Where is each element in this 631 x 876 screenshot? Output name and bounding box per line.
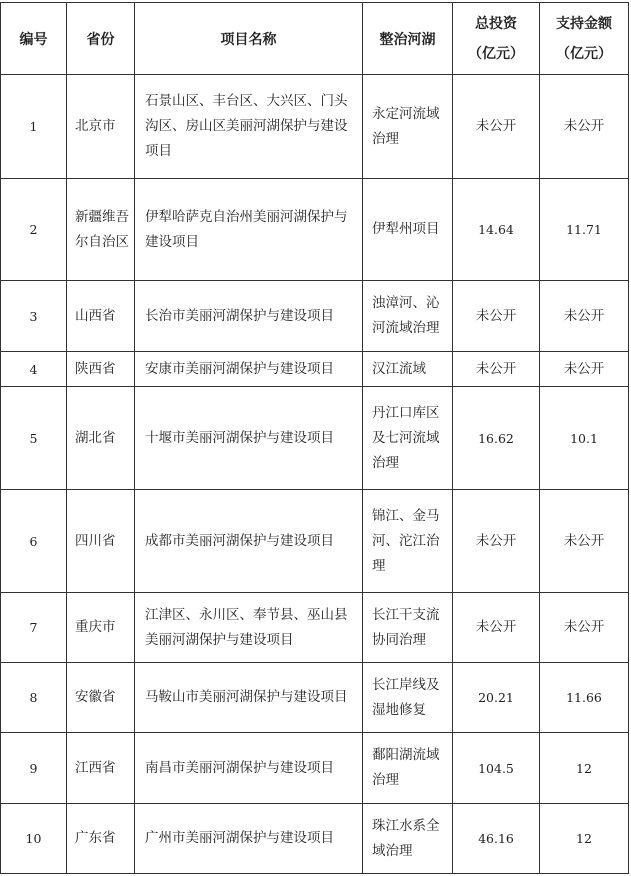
row-province: 四川省 [67,490,135,593]
row-no: 4 [1,352,67,387]
row-no: 2 [1,179,67,281]
row-river: 鄱阳湖流域治理 [363,733,453,804]
row-no: 10 [1,804,67,874]
row-river: 伊犁州项目 [363,179,453,281]
table-row [1,663,629,733]
header-row [1,3,629,75]
header-province: 省份 [67,3,135,75]
row-investment: 14.64 [453,179,540,281]
row-no: 5 [1,387,67,490]
row-project: 广州市美丽河湖保护与建设项目 [135,804,363,874]
table-row [1,75,629,179]
header-support-label: 支持金额 [556,15,612,32]
row-support: 未公开 [540,490,629,593]
row-project: 长治市美丽河湖保护与建设项目 [135,281,363,352]
row-province: 重庆市 [67,593,135,663]
header-project: 项目名称 [135,3,363,75]
header-investment-unit: （亿元） [468,45,524,62]
row-no: 1 [1,75,67,179]
row-investment: 16.62 [453,387,540,490]
row-investment: 未公开 [453,593,540,663]
table-row [1,804,629,874]
row-investment: 46.16 [453,804,540,874]
row-river: 锦江、金马河、沱江治理 [363,490,453,593]
row-province: 安徽省 [67,663,135,733]
row-support: 未公开 [540,352,629,387]
row-province: 陕西省 [67,352,135,387]
row-province: 山西省 [67,281,135,352]
table-row [1,281,629,352]
row-investment: 未公开 [453,281,540,352]
header-support [540,3,629,75]
header-no: 编号 [1,3,67,75]
row-river: 汉江流域 [363,352,453,387]
row-project: 安康市美丽河湖保护与建设项目 [135,352,363,387]
row-river: 丹江口库区及七河流域治理 [363,387,453,490]
row-support: 未公开 [540,75,629,179]
table-row [1,593,629,663]
row-no: 3 [1,281,67,352]
row-project: 成都市美丽河湖保护与建设项目 [135,490,363,593]
row-support: 11.66 [540,663,629,733]
row-project: 石景山区、丰台区、大兴区、门头沟区、房山区美丽河湖保护与建设项目 [135,75,363,179]
row-support: 12 [540,733,629,804]
projects-table [0,2,629,874]
header-river: 整治河湖 [363,3,453,75]
row-river: 长江干支流协同治理 [363,593,453,663]
row-investment: 20.21 [453,663,540,733]
table-row [1,387,629,490]
header-investment-label: 总投资 [475,15,517,32]
row-investment: 未公开 [453,490,540,593]
header-support-unit: （亿元） [556,45,612,62]
row-project: 南昌市美丽河湖保护与建设项目 [135,733,363,804]
row-province: 江西省 [67,733,135,804]
row-project: 十堰市美丽河湖保护与建设项目 [135,387,363,490]
row-province: 北京市 [67,75,135,179]
row-investment: 104.5 [453,733,540,804]
row-support: 10.1 [540,387,629,490]
row-river: 长江岸线及湿地修复 [363,663,453,733]
row-investment: 未公开 [453,352,540,387]
row-river: 永定河流域治理 [363,75,453,179]
row-project: 马鞍山市美丽河湖保护与建设项目 [135,663,363,733]
row-support: 11.71 [540,179,629,281]
row-project: 江津区、永川区、奉节县、巫山县美丽河湖保护与建设项目 [135,593,363,663]
row-province: 新疆维吾尔自治区 [67,179,135,281]
row-no: 9 [1,733,67,804]
table-row [1,490,629,593]
row-support: 12 [540,804,629,874]
row-river: 浊漳河、沁河流域治理 [363,281,453,352]
row-no: 8 [1,663,67,733]
row-river: 珠江水系全域治理 [363,804,453,874]
table-row [1,179,629,281]
row-project: 伊犁哈萨克自治州美丽河湖保护与建设项目 [135,179,363,281]
header-investment [453,3,540,75]
row-investment: 未公开 [453,75,540,179]
table-row [1,733,629,804]
row-province: 湖北省 [67,387,135,490]
row-no: 7 [1,593,67,663]
row-no: 6 [1,490,67,593]
table-row [1,352,629,387]
row-support: 未公开 [540,593,629,663]
row-support: 未公开 [540,281,629,352]
row-province: 广东省 [67,804,135,874]
